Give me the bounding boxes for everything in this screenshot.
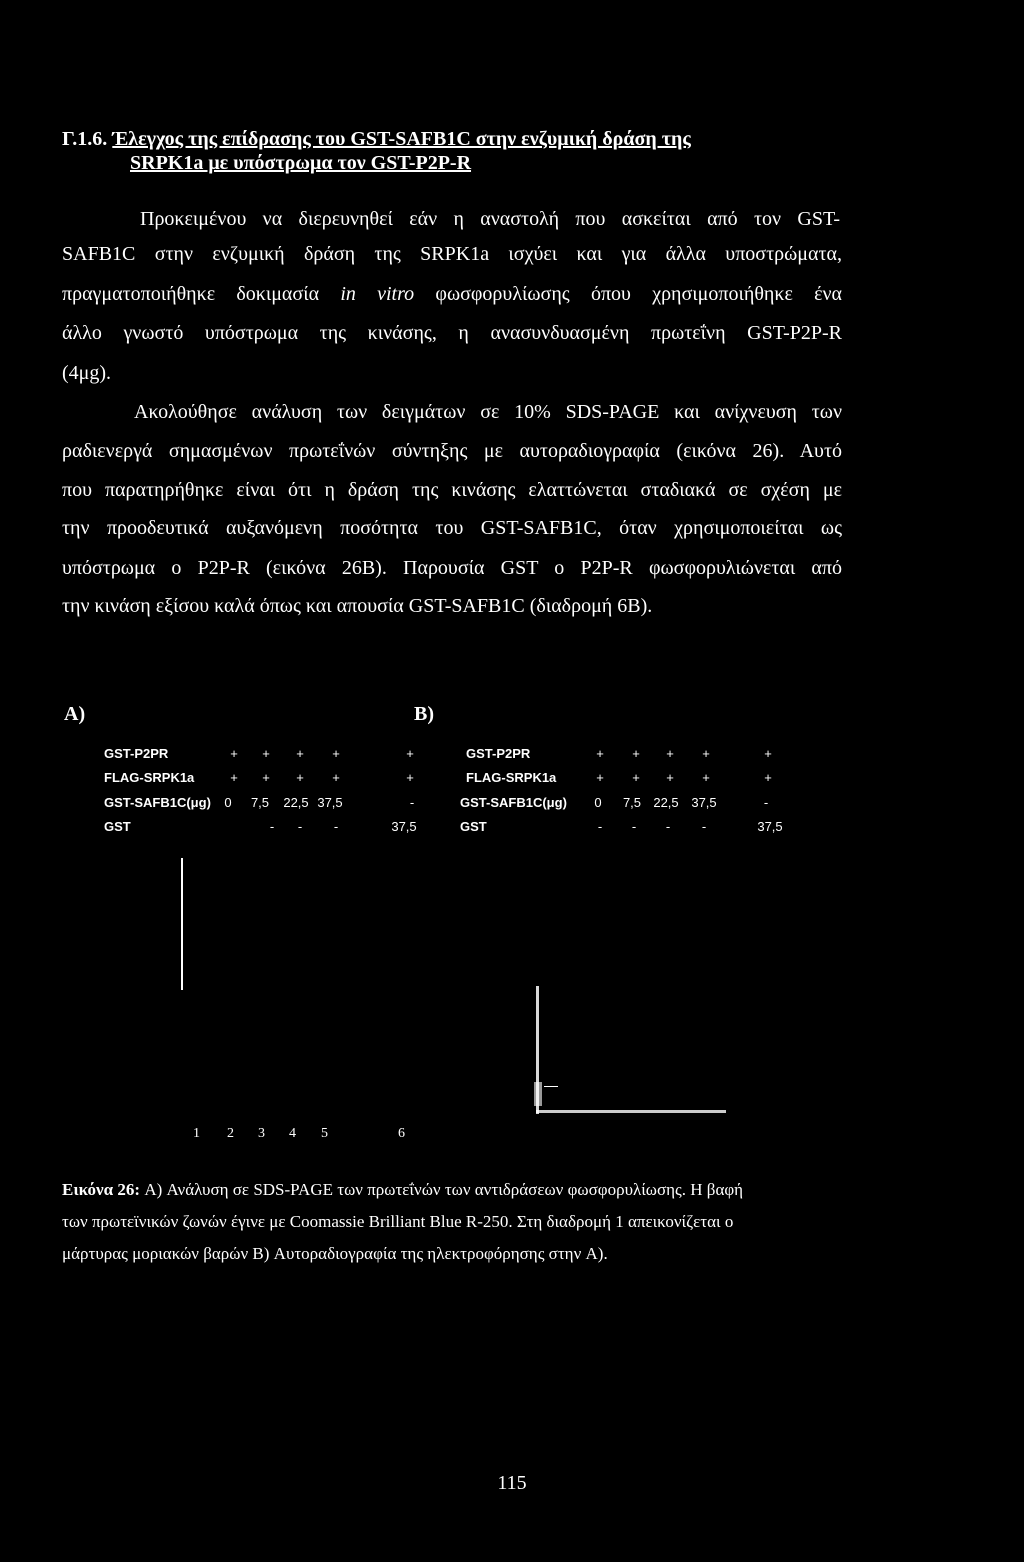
paragraph1-line3-rest: φωσφορυλίωσης όπου χρησιμοποιήθηκε ένα [414,283,843,305]
panel-b-cell: + [666,746,674,761]
paragraph1-line2: SAFB1C στην ενζυμική δράση της SRPK1a ισχύει και για άλλα υποστρώματα, [62,243,842,265]
paragraph1-line3-start: πραγματοποιήθηκε δοκιμασία [62,283,341,305]
panel-b-cell: + [666,770,674,785]
panel-b-row-label: GST [460,819,487,834]
panel-a-cell: - [297,819,303,834]
page-number: 115 [497,1472,527,1494]
panel-b-row-label: GST-SAFB1C(μg) [460,795,567,810]
panel-a-cell: - [333,819,339,834]
section-title-line2: SRPK1a με υπόστρωμα τον GST-P2P-R [130,152,472,174]
gel-edge-line [181,858,183,990]
panel-b-cell: 0 [594,795,602,810]
caption-line1-text: A) Ανάλυση σε SDS-PAGE των πρωτεΐνών των αντιδράσεων φωσφορυλίωσης. Η βαφή [140,1180,744,1199]
panel-a-cell: + [332,746,340,761]
paragraph1-line1: Προκειμένου να διερευνηθεί εάν η αναστολή που ασκείται από τον GST- [140,208,840,230]
paragraph2-line6: την κινάση εξίσου καλά όπως και απουσία GST-SAFB1C (διαδρομή 6B). [62,595,653,617]
autorad-tick [544,1086,558,1087]
panel-a-cell: 22,5 [283,795,309,810]
panel-b-cell: 37,5 [691,795,717,810]
panel-b-label: B) [414,703,434,725]
panel-a-cell: + [296,746,304,761]
lane-number: 4 [289,1126,296,1141]
panel-b-cell: + [632,770,640,785]
caption-line1 [62,1174,743,1206]
paragraph1-line3 [62,281,842,308]
panel-a-cell: + [406,746,414,761]
panel-b-cell: 37,5 [757,819,783,834]
panel-a-cell: - [409,795,415,810]
panel-b-row-label: FLAG-SRPK1a [466,770,557,785]
paragraph2-line1: Ακολούθησε ανάλυση των δειγμάτων σε 10% SDS-PAGE και ανίχνευση των [134,401,842,423]
panel-a-cell: + [230,746,238,761]
panel-a-row-label: GST-SAFB1C(μg) [104,795,211,810]
panel-a-cell: + [230,770,238,785]
panel-b-cell: + [764,770,772,785]
lane-number: 3 [258,1126,265,1141]
panel-b-cell: + [596,746,604,761]
panel-a-cell: 7,5 [250,795,270,810]
panel-a-row-label: GST [104,819,131,834]
lane-number: 6 [398,1126,405,1141]
panel-a-cell: + [296,770,304,785]
caption-label: Εικόνα 26: [62,1180,141,1199]
caption-line2: των πρωτεϊνικών ζωνών έγινε με Coomassie Brilliant Blue R-250. Στη διαδρομή 1 απεικονίζεται ο [62,1212,734,1231]
section-heading [62,126,691,152]
panel-b-cell: + [702,770,710,785]
in-vitro-term: in vitro [340,283,415,305]
section-number: Γ.1.6. [62,128,108,150]
panel-b-cell: + [632,746,640,761]
panel-a-cell: 37,5 [391,819,417,834]
panel-b-cell: - [763,795,769,810]
panel-a-cell: + [406,770,414,785]
panel-b-cell: - [597,819,603,834]
section-title-line1: Έλεγχος της επίδρασης του GST-SAFB1C στην ενζυμική δράση της [112,128,691,150]
lane-number: 5 [321,1126,328,1141]
paragraph2-line4: την προοδευτικά αυξανόμενη ποσότητα του GST-SAFB1C, όταν χρησιμοποιείται ως [62,517,842,539]
panel-b-cell: + [702,746,710,761]
panel-b-cell: - [631,819,637,834]
paragraph2-line3: που παρατηρήθηκε είναι ότι η δράση της κινάσης ελαττώνεται σταδιακά σε σχέση με [62,479,842,501]
autorad-marker [534,1082,542,1106]
panel-a-row-label: FLAG-SRPK1a [104,770,195,785]
panel-b-cell: + [764,746,772,761]
figure-caption [62,1174,743,1270]
panel-a-label: A) [64,703,86,725]
panel-a-cell: 0 [224,795,232,810]
caption-line3: μάρτυρας μοριακών βαρών B) Αυτοραδιογραφία της ηλεκτροφόρησης στην A). [62,1244,608,1263]
panel-b-cell: - [701,819,707,834]
panel-a-cell: + [332,770,340,785]
panel-a-cell: + [262,770,270,785]
panel-b-cell: - [665,819,671,834]
lane-number: 2 [227,1126,234,1141]
panel-b-cell: + [596,770,604,785]
lane-number: 1 [193,1126,200,1141]
paragraph2-line2: ραδιενεργά σημασμένων πρωτεΐνών σύντηξης με αυτοραδιογραφία (εικόνα 26). Αυτό [62,440,842,462]
paragraph1-line5: (4μg). [62,362,112,384]
paragraph1-line4: άλλο γνωστό υπόστρωμα της κινάσης, η ανασυνδυασμένη πρωτεΐνη GST-P2P-R [62,322,842,344]
paragraph2-line5: υπόστρωμα ο P2P-R (εικόνα 26B). Παρουσία GST ο P2P-R φωσφορυλιώνεται από [62,557,842,579]
panel-a-row-label: GST-P2PR [104,746,169,761]
panel-b-row-label: GST-P2PR [466,746,531,761]
panel-a-cell: + [262,746,270,761]
panel-a-cell: 37,5 [317,795,343,810]
panel-a-cell: - [269,819,275,834]
autorad-edge-horizontal [536,1110,726,1113]
panel-b-cell: 7,5 [622,795,642,810]
panel-b-cell: 22,5 [653,795,679,810]
